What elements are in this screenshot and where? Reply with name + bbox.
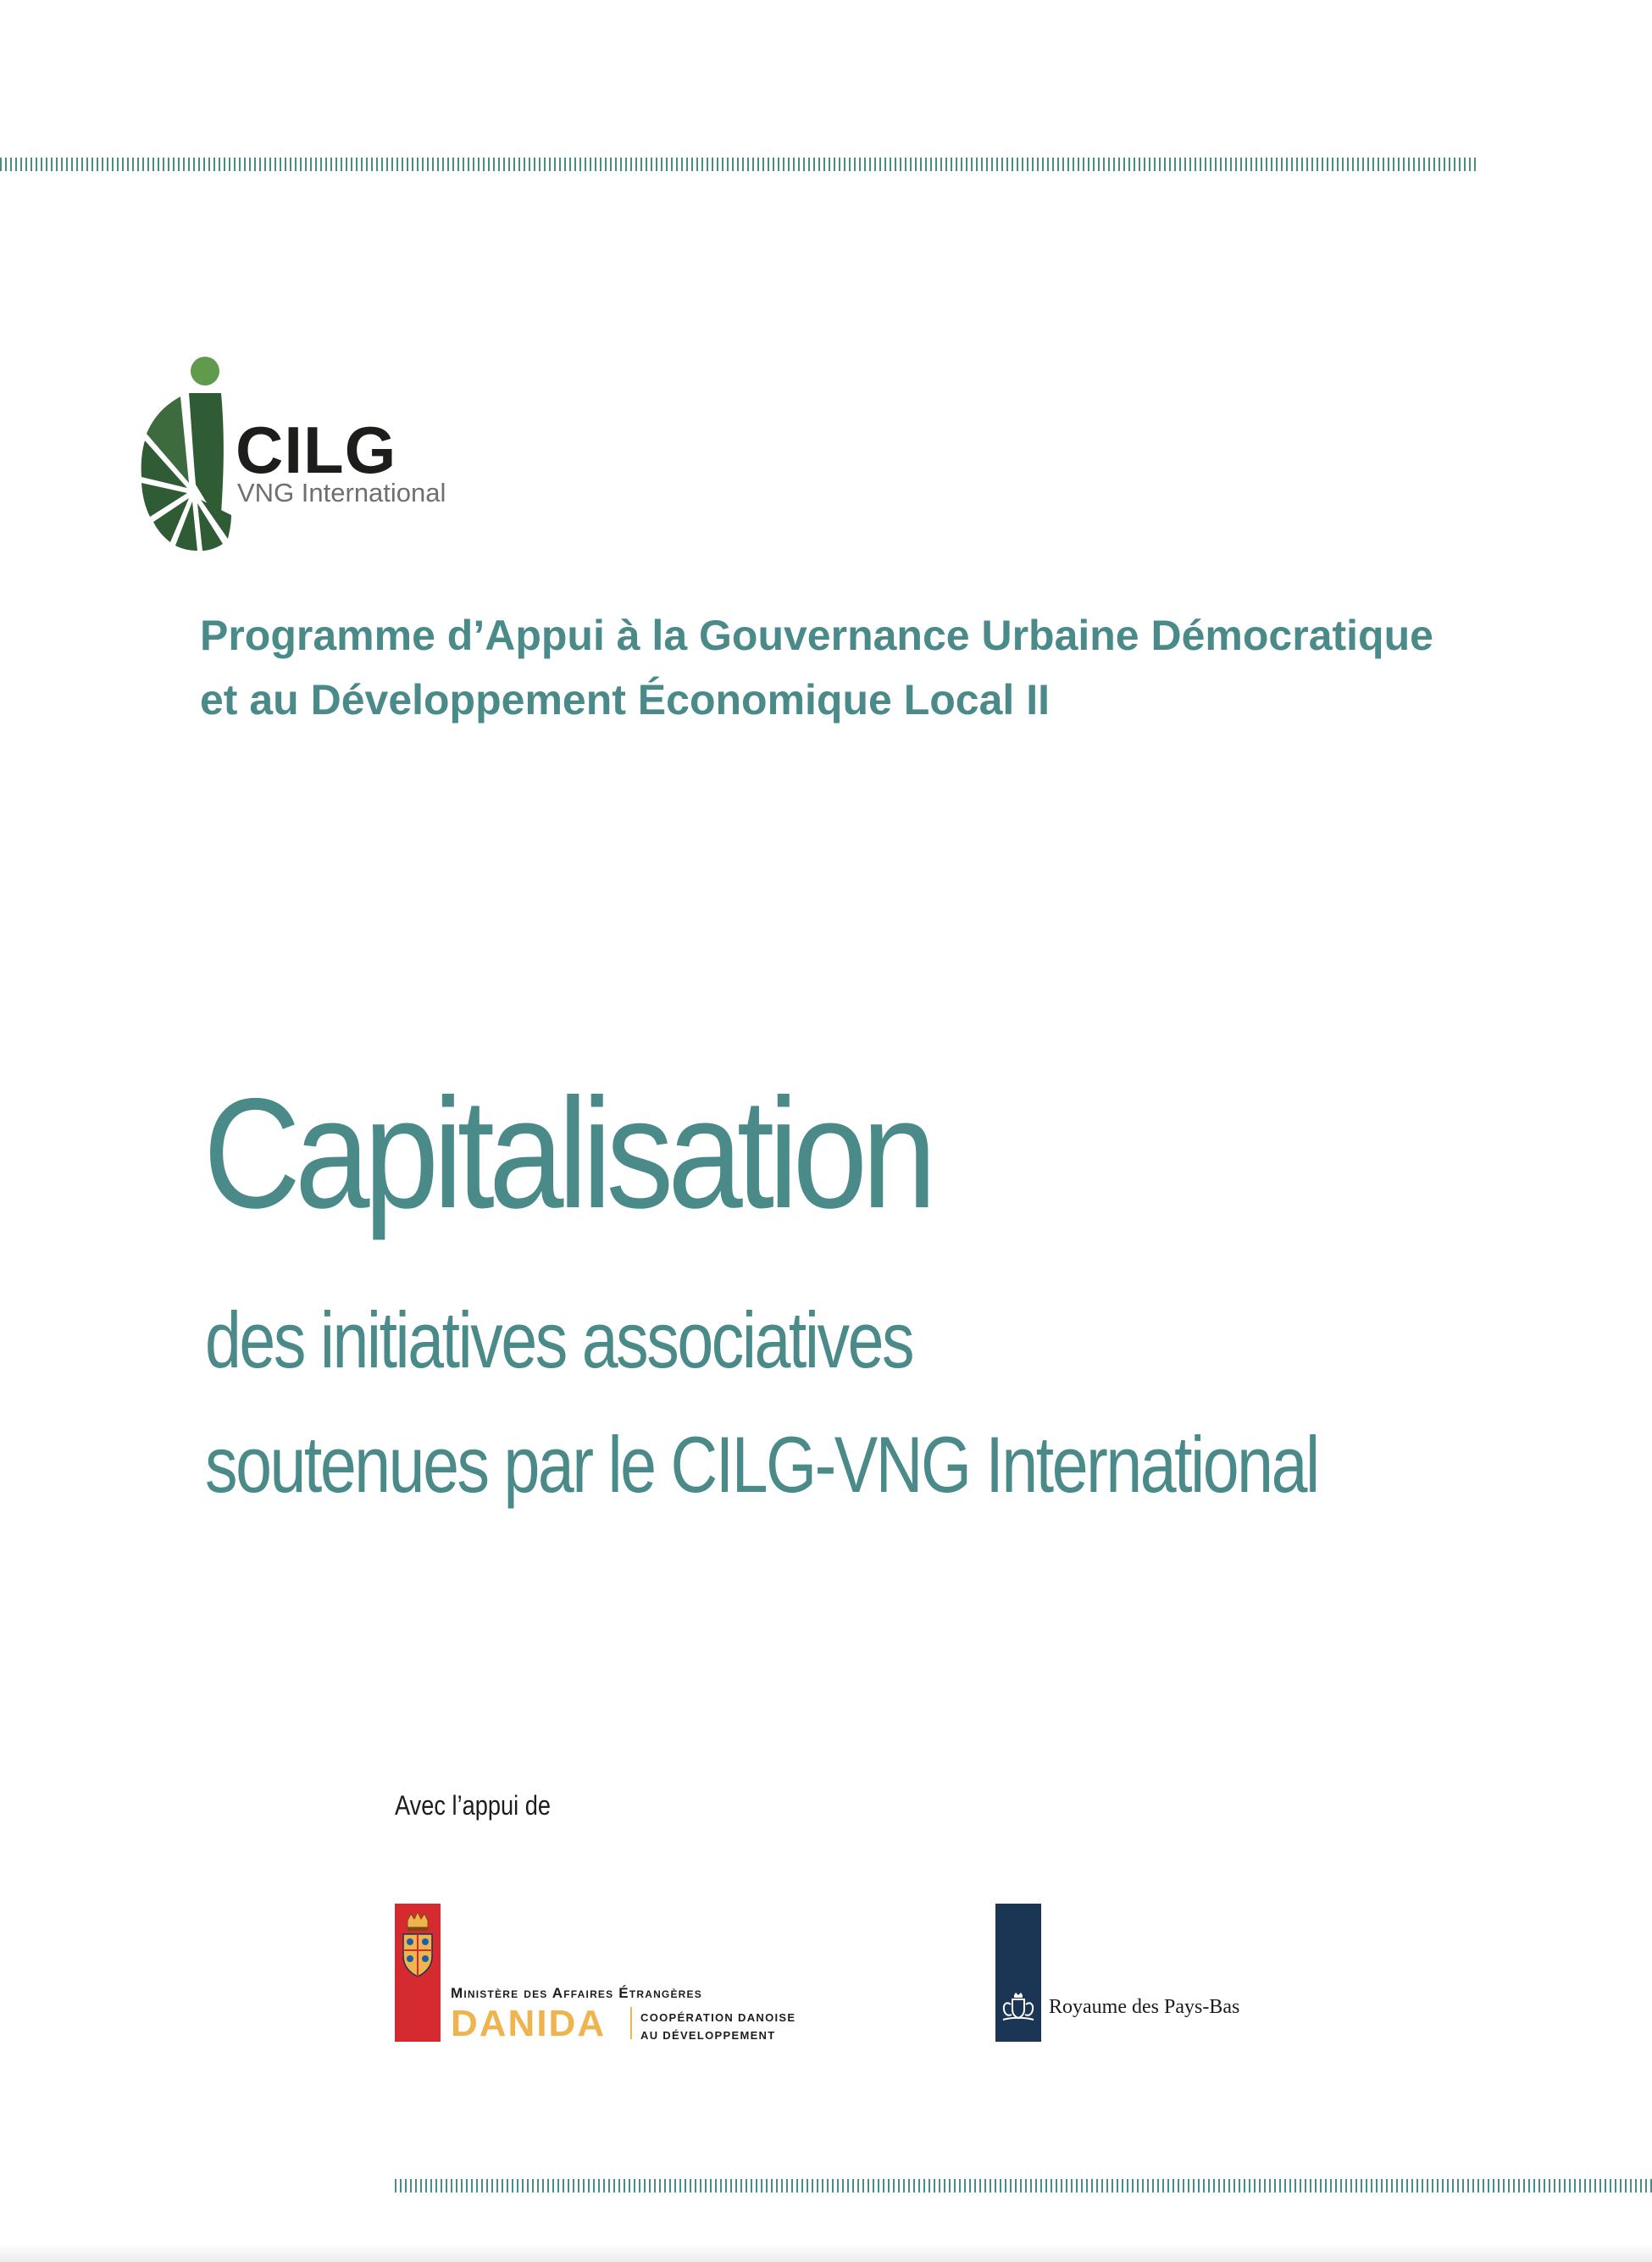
danish-coat-of-arms-icon — [400, 1912, 435, 1978]
danida-name: DANIDA — [451, 2003, 607, 2044]
netherlands-bar — [995, 1904, 1041, 2042]
document-subtitle-line-1: des initiatives associatives — [205, 1295, 913, 1384]
cilg-logo-name: CILG — [236, 413, 397, 487]
bottom-decorative-rule — [395, 2179, 1652, 2193]
program-title-line-2: et au Développement Économique Local II — [200, 676, 1050, 724]
program-title — [200, 603, 1433, 732]
dutch-coat-of-arms-icon — [1000, 1993, 1037, 2023]
document-subtitle — [205, 1278, 1318, 1527]
danida-ministry: Ministère des Affaires Étrangères — [451, 1985, 702, 2001]
danida-divider — [630, 2007, 632, 2039]
danida-logo — [395, 1904, 852, 2042]
netherlands-logo — [995, 1904, 1283, 2042]
document-title: Capitalisation — [203, 1067, 931, 1241]
danida-cooperation-line-2: AU DÉVELOPPEMENT — [640, 2029, 776, 2042]
program-title-line-1: Programme d’Appui à la Gouvernance Urbaine Démocratique — [200, 612, 1433, 659]
document-subtitle-line-2: soutenues par le CILG-VNG International — [205, 1420, 1318, 1509]
page-bottom-shadow — [0, 2243, 1652, 2262]
netherlands-name: Royaume des Pays-Bas — [1049, 1996, 1240, 2018]
support-label: Avec l’appui de — [395, 1790, 551, 1821]
top-decorative-rule — [0, 158, 1478, 171]
danida-flag-panel — [395, 1904, 441, 2042]
cilg-logo — [140, 356, 479, 551]
danida-cooperation — [640, 2009, 796, 2044]
danida-cooperation-line-1: COOPÉRATION DANOISE — [640, 2011, 796, 2024]
cilg-logo-subtitle: VNG International — [237, 478, 446, 507]
cilg-emblem-icon — [140, 356, 241, 551]
